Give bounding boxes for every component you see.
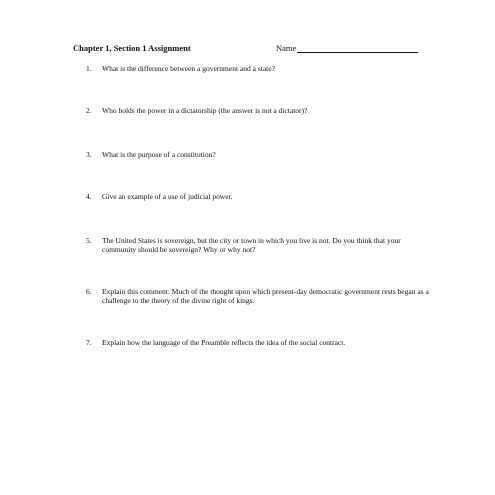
page-title: Chapter 1, Section 1 Assignment xyxy=(73,43,191,53)
question-text: What is the difference between a government and a state? xyxy=(102,64,275,73)
name-label: Name xyxy=(276,43,297,53)
question-number: 5. xyxy=(86,236,92,245)
name-field xyxy=(276,43,418,53)
question-number: 2. xyxy=(86,106,92,115)
question-text: Explain how the language of the Preamble reflects the idea of the social contract. xyxy=(102,338,346,347)
question-number: 4. xyxy=(86,192,92,201)
question-text: What is the purpose of a constitution? xyxy=(102,150,216,159)
question-text: Give an example of a use of judicial power. xyxy=(102,192,233,201)
question-number: 1. xyxy=(86,64,92,73)
name-blank-line xyxy=(297,43,418,53)
question-number: 3. xyxy=(86,150,92,159)
question-text: The United States is sovereign, but the city or town in which you live is not. Do you think that your community should be sovereign? Why or why not? xyxy=(102,236,401,254)
question-number: 7. xyxy=(86,338,92,347)
question-text: Explain this comment: Much of the thought upon which present-day democratic government rests began as a challenge to the theory of the divine right of kings. xyxy=(102,287,429,305)
question-number: 6. xyxy=(86,287,92,296)
question-text: Who holds the power in a dictatorship (the answer is not a dictator)? xyxy=(102,106,308,115)
